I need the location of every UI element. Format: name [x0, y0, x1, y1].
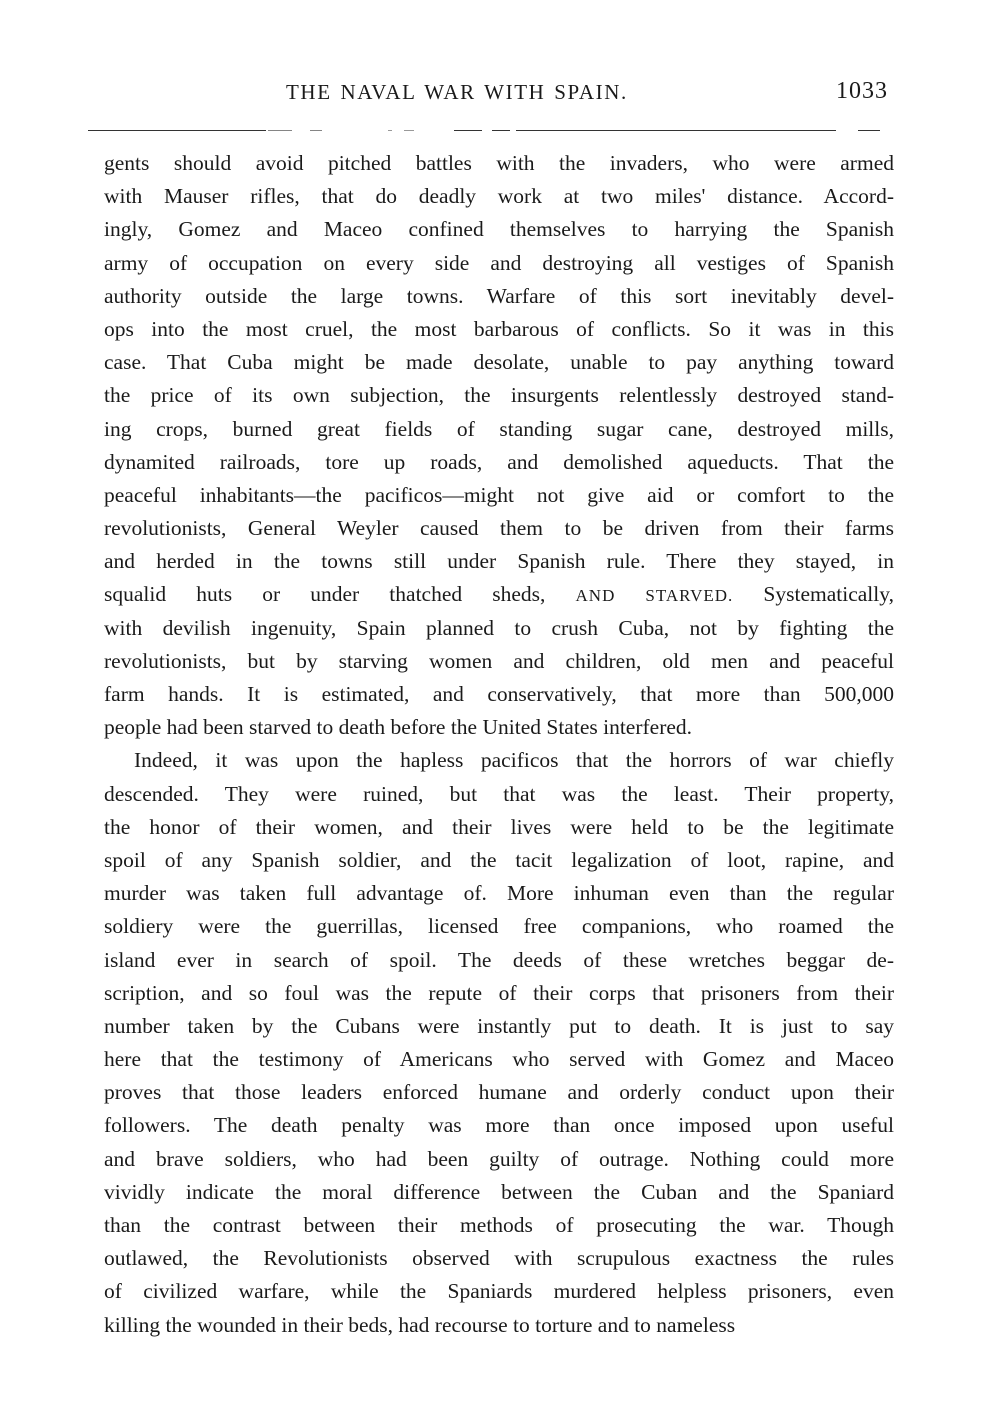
text-line: island ever in search of spoil. The deeds of these wretches beggar de-	[104, 947, 894, 972]
text-line: with devilish ingenuity, Spain planned to crush Cuba, not by fighting the	[104, 615, 894, 640]
text-line: followers. The death penalty was more than once imposed upon useful	[104, 1113, 894, 1138]
text-line: vividly indicate the moral difference between the Cuban and the Spaniard	[104, 1179, 894, 1204]
running-title: THE NAVAL WAR WITH SPAIN.	[286, 80, 628, 104]
text-line: ops into the most cruel, the most barbarous of conflicts. So it was in this	[104, 316, 894, 341]
text-line: proves that those leaders enforced humane and orderly conduct upon their	[104, 1080, 894, 1105]
text-line: killing the wounded in their beds, had recourse to torture and to nameless	[104, 1312, 736, 1337]
text-line: case. That Cuba might be made desolate, unable to pay anything toward	[104, 350, 894, 375]
text-line: Indeed, it was upon the hapless pacificos that the horrors of war chiefly	[134, 748, 894, 773]
text-line: the price of its own subjection, the insurgents relentlessly destroyed stand-	[104, 383, 894, 408]
text-line: number taken by the Cubans were instantly put to death. It is just to say	[104, 1013, 894, 1038]
text-segment: Systematically,	[733, 582, 894, 607]
text-line: and herded in the towns still under Spanish rule. There they stayed, in	[104, 549, 894, 574]
text-line: people had been starved to death before the United States interfered.	[104, 715, 693, 740]
text-line: spoil of any Spanish soldier, and the tacit legalization of loot, rapine, and	[104, 847, 894, 872]
text-line: authority outside the large towns. Warfare of this sort inevitably devel-	[104, 283, 894, 308]
paragraph	[104, 147, 894, 744]
text-line: gents should avoid pitched battles with the invaders, who were armed	[104, 151, 894, 175]
text-line: farm hands. It is estimated, and conservatively, that more than 500,000	[104, 682, 894, 706]
text-line: murder was taken full advantage of. More inhuman even than the regular	[104, 881, 894, 906]
small-caps-emphasis: AND STARVED.	[575, 586, 734, 606]
text-line: army of occupation on every side and destroying all vestiges of Spanish	[104, 250, 894, 275]
text-segment: squalid huts or under thatched sheds,	[104, 582, 576, 607]
text-line: with Mauser rifles, that do deadly work at two miles' distance. Accord-	[104, 184, 894, 209]
text-line: than the contrast between their methods of prosecuting the war. Though	[104, 1213, 894, 1237]
text-line: peaceful inhabitants—the pacificos—might not give aid or comfort to the	[104, 482, 894, 507]
text-line: descended. They were ruined, but that was the least. Their property,	[104, 781, 894, 806]
text-line	[104, 578, 894, 611]
header-rule	[88, 130, 884, 131]
text-line: and brave soldiers, who had been guilty of outrage. Nothing could more	[104, 1146, 894, 1171]
body-text	[104, 147, 894, 1342]
text-line: soldiery were the guerrillas, licensed free companions, who roamed the	[104, 914, 894, 939]
text-line: of civilized warfare, while the Spaniards murdered helpless prisoners, even	[104, 1279, 894, 1304]
text-line: outlawed, the Revolutionists observed with scrupulous exactness the rules	[104, 1246, 894, 1271]
text-line: revolutionists, General Weyler caused them to be driven from their farms	[104, 516, 894, 541]
text-line: ing crops, burned great fields of standing sugar cane, destroyed mills,	[104, 416, 894, 441]
text-line: dynamited railroads, tore up roads, and demolished aqueducts. That the	[104, 449, 894, 474]
text-line: revolutionists, but by starving women and children, old men and peaceful	[104, 648, 894, 673]
page-header	[0, 80, 1000, 114]
text-line: ingly, Gomez and Maceo confined themselves to harrying the Spanish	[104, 217, 894, 242]
text-line: scription, and so foul was the repute of their corps that prisoners from their	[104, 980, 894, 1005]
text-line: the honor of their women, and their lives were held to be the legitimate	[104, 814, 894, 839]
paragraph	[104, 744, 894, 1341]
text-line: here that the testimony of Americans who served with Gomez and Maceo	[104, 1047, 894, 1072]
page-number: 1033	[836, 78, 888, 104]
